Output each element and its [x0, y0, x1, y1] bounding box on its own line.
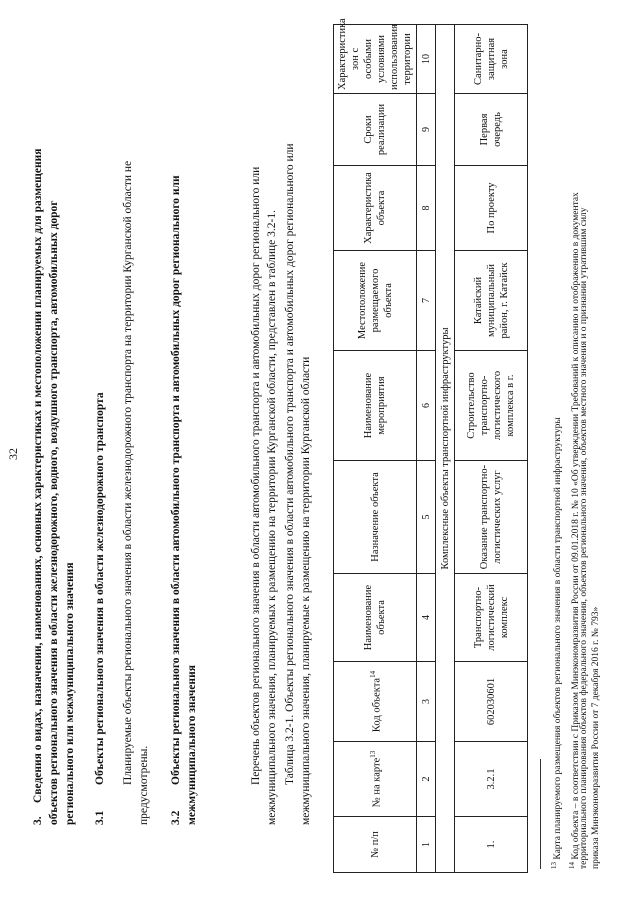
heading-3-line1: Сведения о видах, назначении, наименованиях, основных характеристиках и местоположении планируемых для размещения: [32, 148, 44, 803]
section-3-2-para-line1: Перечень объектов регионального значения в области автомобильного транспорта и автомобильных дорог регионального или: [250, 166, 262, 785]
heading-3-line2: объектов регионального значения в области железнодорожного, водного, воздушного транспорта, автомобильных дорог: [48, 200, 60, 825]
section-3-2-title: [168, 105, 184, 825]
cell-object-code: 602030601: [455, 662, 528, 742]
section-3-2-title-line1: Объекты регионального значения в области автомобильного транспорта и автомобильных дорог регионального или: [170, 175, 182, 785]
header-object-name: Наименование объекта: [334, 574, 417, 662]
header-timing: Сроки реализации: [334, 94, 417, 166]
section-3-1-number: 3.1: [94, 810, 106, 825]
footnote-ref-14: 14: [368, 670, 377, 678]
footnote-14-line3: приказа Минэкономразвития России от 7 декабря 2016 г. № 793»: [591, 606, 601, 869]
column-number: 1: [417, 817, 436, 873]
footnote-14-mark: 14: [568, 862, 576, 869]
column-number: 2: [417, 742, 436, 817]
column-number: 6: [417, 351, 436, 461]
section-3-1-para-line2: предусмотрены.: [138, 745, 150, 825]
footnote-ref-13: 13: [368, 750, 377, 758]
column-number: 3: [417, 662, 436, 742]
section-3-1-title: [92, 105, 108, 825]
table-caption-line2: межмуниципального значения, планируемые к размещению на территории Курганской области: [300, 356, 312, 825]
column-number-row: [417, 25, 436, 873]
header-no: № п/п: [334, 817, 417, 873]
section-3-2-number: 3.2: [170, 810, 182, 825]
table-caption-line1: Таблица 3.2-1. Объекты регионального значения в области автомобильного транспорта и автомобильных дорог регионального или: [284, 143, 296, 785]
header-object-purpose: Назначение объекта: [334, 461, 417, 574]
footnote-14-line1: Код объекта – в соответствии с Приказом Минэкономразвития России от 09.01.2018 г. № 10 «Об утверждении Требований к описанию и отображению в документах: [571, 192, 582, 860]
cell-no: 1.: [455, 817, 528, 873]
column-number: 8: [417, 166, 436, 251]
header-location: Местоположение размещаемого объекта: [334, 251, 417, 351]
column-number: 10: [417, 25, 436, 94]
cell-measure-name: Строительство транспортно-логистического комплекса в г.: [455, 351, 528, 461]
heading-3-number: 3.: [32, 816, 44, 825]
header-object-code: [334, 662, 417, 742]
cell-zones: Санитарно-защитная зона: [455, 25, 528, 94]
heading-3-line3: регионального или межмуниципального значения: [64, 562, 76, 825]
cell-location: Катайский муниципальный район, г. Катайск: [455, 251, 528, 351]
footnote-13-text: Карта планируемого размещения объектов регионального значения в области транспортной инфраструктуры: [553, 417, 564, 860]
heading-3: [30, 105, 46, 825]
header-measure-name: Наименование мероприятия: [334, 351, 417, 461]
table-header-row: [334, 25, 417, 873]
group-title: Комплексные объекты транспортной инфраструктуры: [436, 25, 455, 873]
cell-timing: Первая очередь: [455, 94, 528, 166]
cell-object-name: Транспортно-логистический комплекс: [455, 574, 528, 662]
table-row: [455, 25, 528, 873]
cell-object-purpose: Оказание транспортно-логистических услуг: [455, 461, 528, 574]
header-zones: Характеристика зон с особыми условиями использования территории: [334, 25, 417, 94]
footnote-13: [548, 29, 564, 869]
header-map-no-text: № на карте: [371, 757, 383, 808]
page-number: 32: [6, 448, 20, 460]
cell-characteristic: По проекту: [455, 166, 528, 251]
column-number: 4: [417, 574, 436, 662]
footnote-14-line2: территориального планирования объектов федерального значения, объектов регионального значения, объектов местного значения и о признании утратившим силу: [579, 207, 589, 869]
objects-table: [333, 18, 528, 873]
cell-map-no: 3.2.1: [455, 742, 528, 817]
section-3-1-para-line1: Планируемые объекты регионального значения в области железнодорожного транспорта на территории Курганской области не: [122, 160, 134, 785]
column-number: 7: [417, 251, 436, 351]
section-3-2-para-line2: межмуниципального значения, планируемых к размещению на территории Курганской области, представлен в таблице 3.2-1.: [266, 210, 278, 825]
section-3-1-title-text: Объекты регионального значения в области железнодорожного транспорта: [94, 392, 106, 785]
header-characteristic: Характеристика объекта: [334, 166, 417, 251]
header-map-no: [334, 742, 417, 817]
section-3-2-title-line2: межмуниципального значения: [186, 665, 198, 825]
footnote-separator: [540, 759, 541, 869]
header-object-code-text: Код объекта: [371, 677, 383, 733]
group-row: [436, 25, 455, 873]
column-number: 9: [417, 94, 436, 166]
footnote-13-mark: 13: [550, 862, 558, 869]
column-number: 5: [417, 461, 436, 574]
